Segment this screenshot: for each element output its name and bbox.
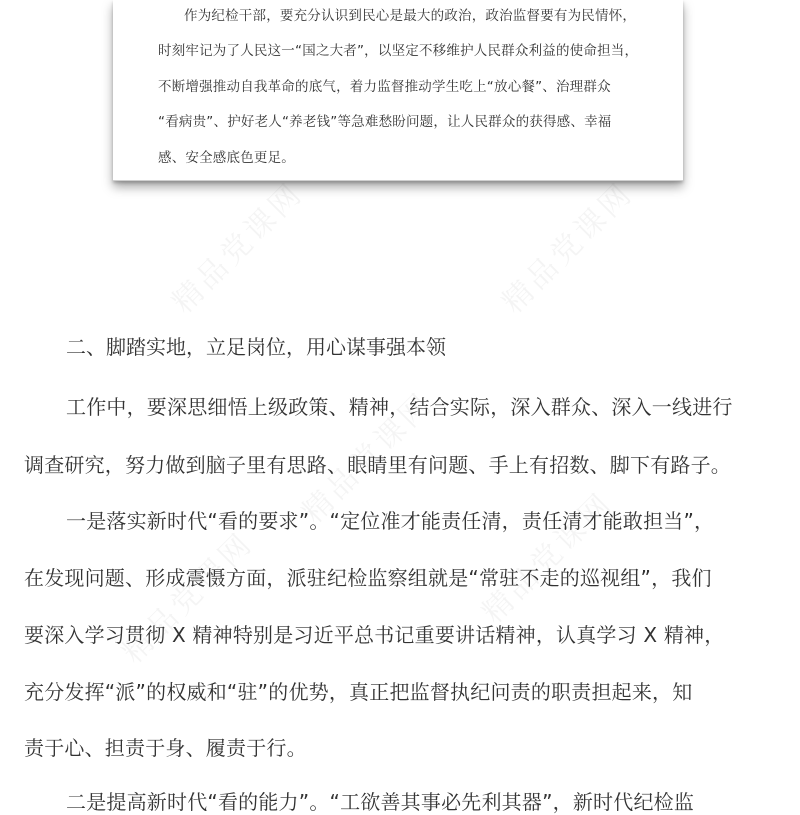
quote-line: 时刻牢记为了人民这一“国之大者”，以坚定不移维护人民群众利益的使命担当， [158, 43, 639, 59]
quote-line: 作为纪检干部，要充分认识到民心是最大的政治，政治监督要有为民情怀， [184, 8, 637, 24]
body-line: 调查研究，努力做到脑子里有思路、眼睛里有问题、手上有招数、脚下有路子。 [24, 453, 731, 477]
body-line: 在发现问题、形成震慑方面，派驻纪检监察组就是“常驻不走的巡视组”，我们 [24, 566, 712, 590]
watermark [110, 520, 261, 671]
watermark [470, 480, 621, 631]
body-line: 一是落实新时代“看的要求”。“定位准才能责任清，责任清才能敢担当”， [66, 509, 715, 533]
section-heading: 二、脚踏实地，立足岗位，用心谋事强本领 [66, 335, 446, 359]
body-line: 责于心、担责于身、履责于行。 [24, 736, 307, 760]
quote-line: 感、安全感底色更足。 [158, 150, 295, 166]
quote-line: 不断增强推动自我革命的底气，着力监督推动学生吃上“放心餐”、治理群众 [158, 79, 611, 95]
body-line: 工作中，要深思细悟上级政策、精神，结合实际，深入群众、深入一线进行 [66, 395, 733, 419]
body-line: 要深入学习贯彻 X 精神特别是习近平总书记重要讲话精神，认真学习 X 精神， [24, 623, 725, 647]
quote-line: “看病贵”、护好老人“养老钱”等急难愁盼问题，让人民群众的获得感、幸福 [158, 114, 612, 130]
watermark [160, 170, 311, 321]
watermark [490, 170, 641, 321]
body-line: 充分发挥“派”的权威和“驻”的优势，真正把监督执纪问责的职责担起来，知 [24, 680, 693, 704]
quote-card [113, 0, 683, 181]
body-line: 二是提高新时代“看的能力”。“工欲善其事必先利其器”，新时代纪检监 [66, 790, 695, 814]
